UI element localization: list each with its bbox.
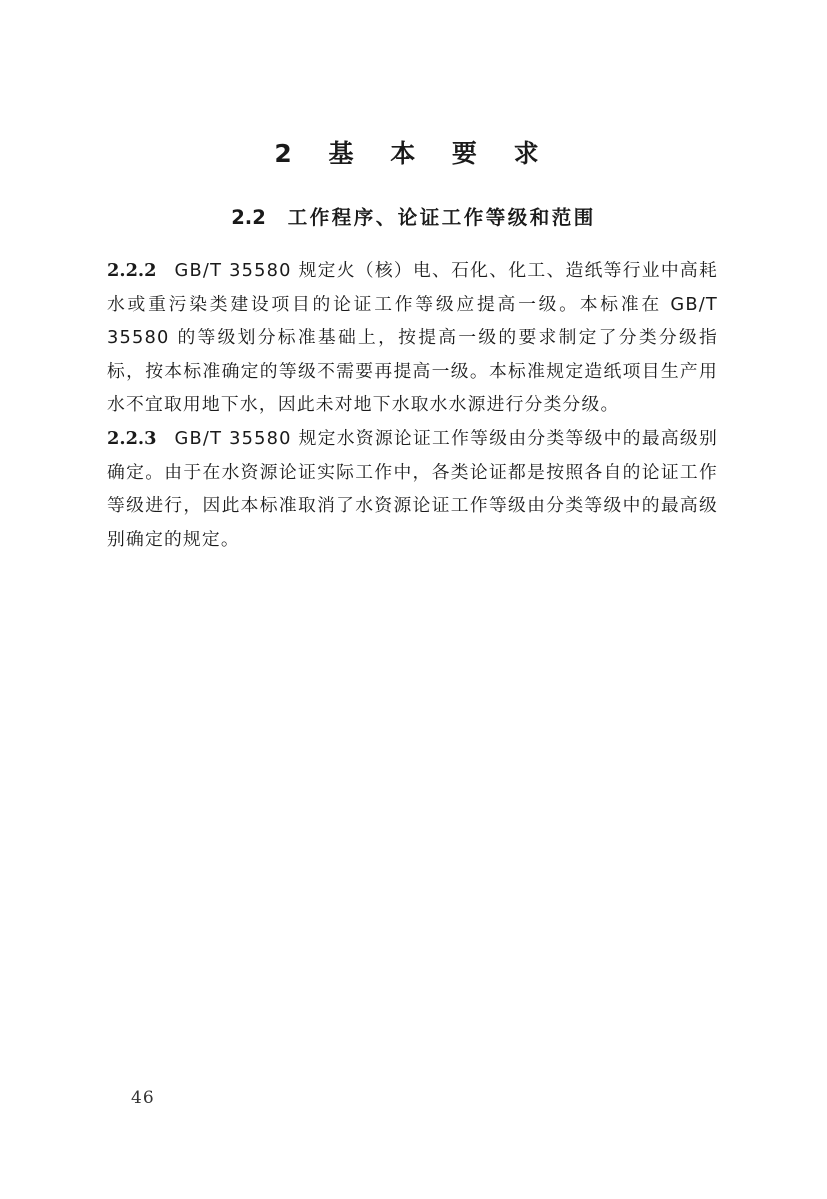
- clause-text: GB/T 35580 规定水资源论证工作等级由分类等级中的最高级别确定。由于在水资源论证实际工作中，各类论证都是按照各自的论证工作等级进行，因此本标准取消了水资源论证工作等级由分类等级中的最高级别确定的规定。: [107, 427, 718, 550]
- clause-text: GB/T 35580 规定火（核）电、石化、化工、造纸等行业中高耗水或重污染类建设项目的论证工作等级应提高一级。本标准在 GB/T 35580 的等级划分标准基础上，按提高一级的要求制定了分类分级指标，按本标准确定的等级不需要再提高一级。本标准规定造纸项目生产用水不宜取用地下水，因此未对地下水取水水源进行分类分级。: [107, 260, 718, 416]
- clause-2-2-3: [107, 422, 718, 556]
- document-body: [107, 254, 718, 556]
- section-title: 工作程序、论证工作等级和范围: [287, 206, 596, 229]
- clause-number: 2.2.3: [107, 427, 157, 449]
- clause-2-2-2: [107, 254, 718, 422]
- chapter-title: 2 基 本 要 求: [274, 139, 553, 168]
- page-number: 46: [131, 1088, 155, 1108]
- section-heading: [0, 202, 827, 234]
- clause-number: 2.2.2: [107, 260, 157, 281]
- section-number: 2.2: [231, 206, 266, 229]
